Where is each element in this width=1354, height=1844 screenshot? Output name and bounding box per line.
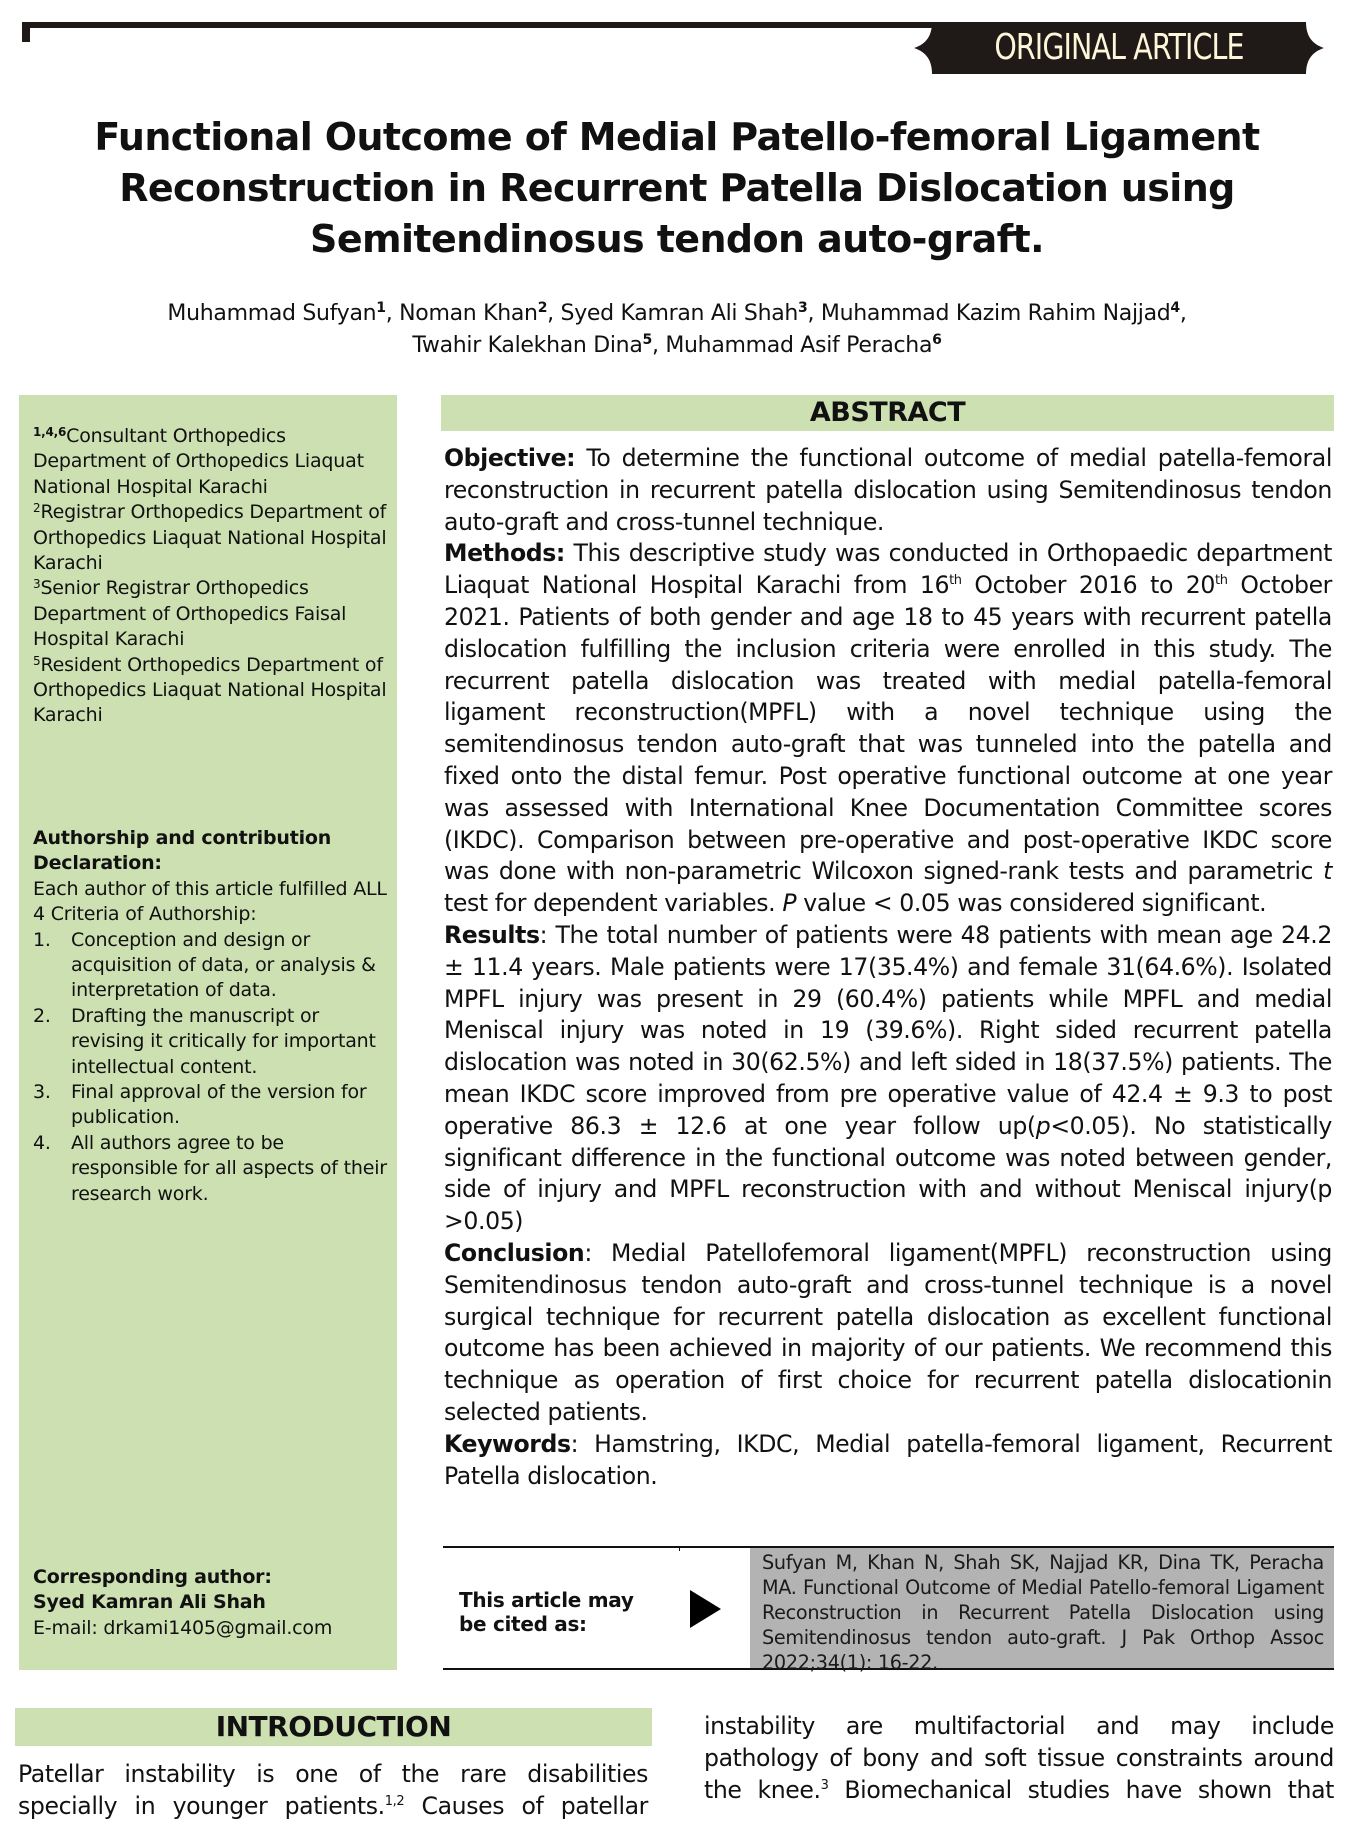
corresponding-label: Corresponding author:: [33, 1566, 272, 1588]
criteria-item: [33, 928, 393, 1004]
author-affiliation-mark: 6: [932, 332, 942, 348]
italic-symbol: t: [1323, 857, 1332, 886]
abstract-methods: [444, 538, 1332, 920]
introduction-text-right: [704, 1710, 1334, 1806]
section-text: October 2016 to 20: [961, 571, 1216, 600]
section-label: Objective:: [444, 444, 576, 472]
section-text: October 2021. Patients of both gender and age 18 to 45 years with recurrent patella dislocation fulfilling the inclusion criteria were enrolled in this study. The recurrent patella dislocation was treated with medial patella-femoral ligament reconstruction(MPFL) with a novel technique using the semitendinosus tendon auto-graft that was tunneled into the patella and fixed onto the distal femur. Post operative functional outcome at one year was assessed with International Knee Documentation Committee scores (IKDC). Comparison between pre-operative and post-operative IKDC score was done with non-parametric Wilcoxon signed-rank tests and parametric: [444, 571, 1332, 886]
criteria-text: Conception and design or acquisition of data, or analysis & interpretation of data.: [71, 928, 376, 1002]
title-line: Functional Outcome of Medial Patello-femoral Ligament: [94, 115, 1260, 159]
abstract-keywords: [444, 1429, 1332, 1493]
affiliation-item: [33, 500, 393, 576]
header-rule: [22, 22, 932, 28]
criteria-number: 4.: [33, 1131, 51, 1154]
ordinal-suffix: th: [1215, 573, 1228, 589]
ordinal-suffix: th: [949, 573, 962, 589]
author-affiliation-mark: 5: [642, 332, 652, 348]
criteria-number: 3.: [33, 1081, 51, 1104]
authorship-declaration: [33, 826, 393, 1207]
affiliation-text: Registrar Orthopedics Department of Orthopedics Liaquat National Hospital Karachi: [33, 501, 387, 575]
separator: ,: [547, 301, 561, 326]
author-list: [40, 298, 1314, 362]
criteria-text: Final approval of the version for publication.: [71, 1081, 367, 1129]
email-label: E-mail:: [33, 1616, 104, 1639]
title-line: Semitendinosus tendon auto-graft.: [310, 217, 1044, 261]
introduction-text-left: [18, 1758, 648, 1822]
criteria-list: [33, 928, 393, 1207]
affiliation-item: [33, 653, 393, 729]
authorship-intro: Each author of this article fulfilled ALL 4 Criteria of Authorship:: [33, 877, 387, 926]
section-text: This descriptive study was conducted in Orthopaedic department Liaquat National Hospital Karachi from 16: [444, 539, 1332, 600]
play-triangle-icon: [690, 1590, 721, 1628]
criteria-number: 2.: [33, 1004, 51, 1027]
section-text: test for dependent variables.: [444, 889, 783, 918]
section-text: To determine the functional outcome of medial patella-femoral reconstruction in recurrent patella dislocation using Semitendinosus tendon auto-graft and cross-tunnel technique.: [444, 444, 1332, 536]
email-link[interactable]: drkami1405@gmail.com: [103, 1616, 333, 1639]
citation-label: This article may be cited as:: [459, 1588, 634, 1636]
affiliation-mark: 1,4,6: [33, 425, 67, 439]
citation-text: Sufyan M, Khan N, Shah SK, Najjad KR, Dina TK, Peracha MA. Functional Outcome of Medial Patello-femoral Ligament Reconstruction in Recurrent Patella Dislocation using Semitendinosus tendon auto-graft. J Pak Orthop Assoc 2022;34(1): 16-22.: [750, 1548, 1334, 1668]
author-affiliation-mark: 4: [1170, 300, 1180, 316]
header-rule-stub: [22, 22, 30, 42]
abstract-objective: [444, 443, 1332, 538]
criteria-number: 1.: [33, 928, 51, 951]
body-text: instability are multifactorial and may include pathology of bony and soft tissue constraints around the knee.: [704, 1712, 1334, 1804]
criteria-text: Drafting the manuscript or revising it critically for important intellectual content.: [71, 1004, 376, 1078]
author-name: Muhammad Asif Peracha: [665, 333, 933, 358]
authorship-heading: Authorship and contribution Declaration:: [33, 827, 332, 875]
title-line: Reconstruction in Recurrent Patella Dislocation using: [119, 166, 1235, 210]
introduction-heading: INTRODUCTION: [15, 1708, 652, 1746]
affiliation-text: Senior Registrar Orthopedics Department of Orthopedics Faisal Hospital Karachi: [33, 577, 347, 651]
author-name: Muhammad Kazim Rahim Najjad: [820, 301, 1171, 326]
body-text: Causes of patellar: [404, 1792, 648, 1820]
section-label: Results: [444, 920, 540, 949]
article-type-banner: [904, 22, 1334, 74]
section-label: Methods:: [444, 539, 565, 568]
affiliation-item: [33, 424, 393, 500]
criteria-item: [33, 1080, 393, 1131]
article-title: [40, 112, 1314, 265]
author-name: Syed Kamran Ali Shah: [560, 301, 799, 326]
separator: ,: [807, 301, 821, 326]
affiliation-text: Consultant Orthopedics Department of Orthopedics Liaquat National Hospital Karachi: [33, 425, 364, 498]
abstract-conclusion: [444, 1238, 1332, 1429]
section-text: <0.05). No statistically significant difference in the functional outcome was noted between gender, side of injury and MPFL reconstruction with and without Meniscal injury(p >0.05): [444, 1111, 1332, 1236]
author-name: Twahir Kalekhan Dina: [412, 333, 643, 358]
corresponding-email-line: [33, 1616, 393, 1641]
section-text: : The total number of patients were 48 patients with mean age 24.2 ± 11.4 years. Male patients were 17(35.4%) and female 31(64.6%). Isolated MPFL injury was present in 29 (60.4%) patients while MPFL and medial Meniscal injury was noted in 19 (39.6%). Right sided recurrent patella dislocation was noted in 30(62.5%) and left sided in 18(37.5%) patients. The mean IKDC score improved from pre operative value of 42.4 ± 9.3 to post operative 86.3 ± 12.6 at one year follow up(: [444, 920, 1332, 1140]
affiliation-text: Resident Orthopedics Department of Orthopedics Liaquat National Hospital Karachi: [33, 653, 387, 727]
affiliation-mark: 2: [33, 501, 41, 516]
section-text: value < 0.05 was considered significant.: [796, 889, 1267, 918]
author-name: Muhammad Sufyan: [167, 301, 377, 326]
criteria-item: [33, 1004, 393, 1080]
body-text: Biomechanical studies have shown that: [828, 1776, 1334, 1804]
abstract-heading: ABSTRACT: [441, 395, 1334, 431]
separator: ,: [385, 301, 400, 326]
affiliations: [33, 424, 393, 729]
corresponding-name: Syed Kamran Ali Shah: [33, 1591, 266, 1614]
article-type-label: ORIGINAL ARTICLE: [994, 27, 1244, 68]
separator: ,: [651, 333, 666, 358]
body-text: Patellar instability is one of the rare disabilities specially in younger patients.: [18, 1760, 648, 1820]
italic-symbol: P: [782, 889, 797, 918]
abstract-results: [444, 920, 1332, 1238]
author-affiliation-mark: 2: [537, 300, 548, 316]
abstract-body: [444, 443, 1332, 1492]
criteria-item: [33, 1131, 393, 1207]
citation-ref[interactable]: 1,2: [384, 1794, 405, 1809]
divider: [679, 1548, 680, 1551]
criteria-text: All authors agree to be responsible for all aspects of their research work.: [71, 1131, 387, 1205]
author-name: Noman Khan: [399, 301, 538, 326]
affiliation-mark: 5: [33, 653, 41, 668]
citation-ref[interactable]: 3: [820, 1778, 829, 1793]
section-label: Conclusion: [444, 1238, 585, 1267]
author-affiliation-mark: 3: [798, 300, 808, 316]
affiliation-mark: 3: [33, 577, 41, 592]
section-label: Keywords: [444, 1429, 571, 1458]
separator: ,: [1179, 301, 1187, 326]
affiliation-item: [33, 576, 393, 652]
citation-box: [443, 1546, 1334, 1674]
section-text: : Hamstring, IKDC, Medial patella-femoral ligament, Recurrent Patella dislocation.: [444, 1429, 1332, 1490]
italic-symbol: p: [1035, 1111, 1051, 1140]
author-affiliation-mark: 1: [376, 300, 386, 316]
corresponding-author: [33, 1565, 393, 1641]
section-text: : Medial Patellofemoral ligament(MPFL) reconstruction using Semitendinosus tendon auto-graft and cross-tunnel technique is a novel surgical technique for recurrent patella dislocation as excellent functional outcome has been achieved in majority of our patients. We recommend this technique as operation of first choice for recurrent patella dislocationin selected patients.: [444, 1238, 1332, 1426]
